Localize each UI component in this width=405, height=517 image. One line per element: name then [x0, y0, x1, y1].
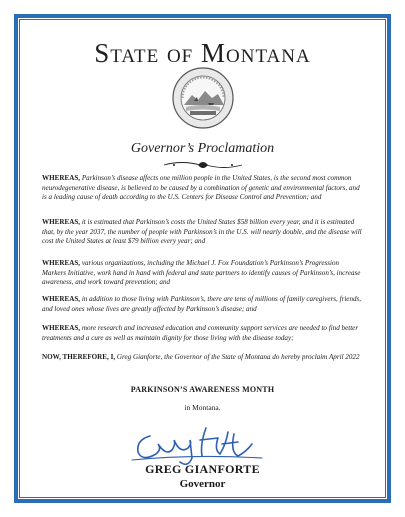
- whereas-paragraph-2: [42, 218, 364, 247]
- proclamation-page: [4, 4, 401, 513]
- proclamation-heading: Governor’s Proclamation: [130, 141, 275, 156]
- paragraph-text: Parkinson’s disease affects one million people in the United States, is the second most common neurodegenerative disease, is believed to be caused by a combination of genetic and environmental factors, and is a leading cause of death according to the U.S. Centers for Disease Control and Prevention; and: [42, 174, 360, 201]
- great-seal-of-montana-icon: [172, 67, 234, 129]
- document-title: State of Montana: [94, 38, 311, 68]
- flourish-ornament-icon: [162, 159, 244, 171]
- paragraph-lead: WHEREAS,: [42, 218, 81, 226]
- governor-name: GREG GIANFORTE: [145, 462, 260, 476]
- awareness-month-title: PARKINSON’S AWARENESS MONTH: [130, 385, 275, 394]
- paragraph-text: in addition to those living with Parkinson’s, there are tens of millions of family caregivers, friends, and loved ones whose lives are greatly affected by Parkinson’s disease; and: [42, 295, 362, 313]
- whereas-paragraph-1: [42, 174, 364, 203]
- proclamation-paragraph: [42, 353, 364, 363]
- paragraph-text: more research and increased education and community support services are needed to find better treatments and a cure as well as maintain dignity for those living with the disease today;: [42, 324, 359, 342]
- location-text: in Montana.: [184, 403, 221, 412]
- paragraph-lead: WHEREAS,: [42, 324, 81, 332]
- paragraph-text: it is estimated that Parkinson’s costs the United States $58 billion every year, and it is estimated that, by the year 2037, the number of people with Parkinson’s in the U.S. will nearly double, and the disease will cost the United States at least $79 billion every year; and: [42, 218, 362, 245]
- governor-title: Governor: [179, 478, 226, 490]
- whereas-paragraph-3: [42, 259, 364, 288]
- paragraph-lead: WHEREAS,: [42, 174, 81, 182]
- whereas-paragraph-4: [42, 295, 364, 314]
- whereas-paragraph-5: [42, 324, 364, 343]
- paragraph-lead: WHEREAS,: [42, 295, 81, 303]
- paragraph-text: Greg Gianforte, the Governor of the State of Montana do hereby proclaim April 2022: [115, 353, 360, 361]
- paragraph-text: various organizations, including the Michael J. Fox Foundation’s Parkinson’s Progression Markers Initiative, work hand in hand with federal and state partners to identify causes of Parkinson’s, increase awareness, and work toward prevention; and: [42, 259, 361, 286]
- paragraph-lead: WHEREAS,: [42, 259, 81, 267]
- paragraph-lead: NOW, THEREFORE, I,: [42, 353, 116, 361]
